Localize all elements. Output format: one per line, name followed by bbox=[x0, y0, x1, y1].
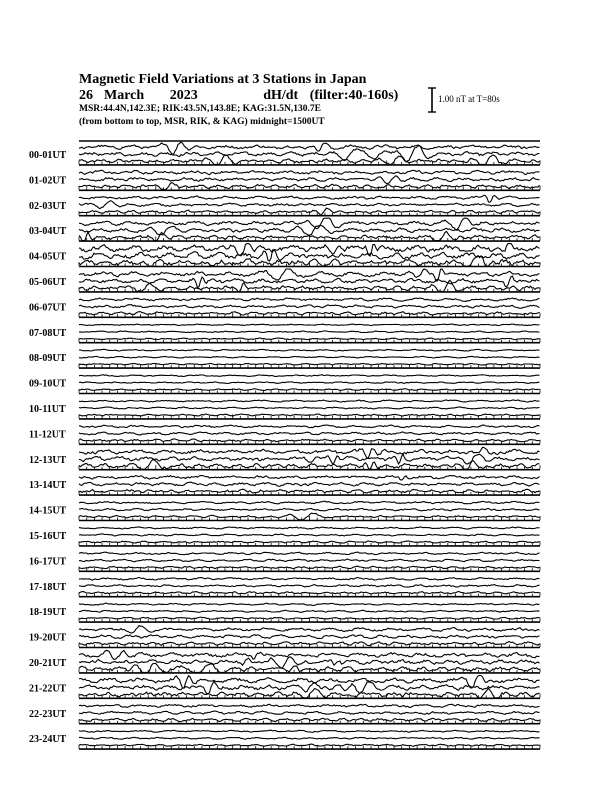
trace-kag bbox=[79, 349, 540, 351]
trace-kag bbox=[79, 298, 540, 301]
date-month: March bbox=[104, 88, 145, 103]
trace-kag bbox=[79, 170, 540, 175]
trace-rik bbox=[79, 610, 540, 612]
trace-row bbox=[29, 501, 540, 520]
trace-row bbox=[29, 142, 540, 165]
trace-kag bbox=[79, 475, 540, 480]
trace-rik bbox=[79, 176, 540, 184]
trace-kag bbox=[79, 730, 540, 732]
trace-row bbox=[29, 603, 540, 622]
trace-rik bbox=[79, 585, 540, 588]
trace-row bbox=[29, 349, 540, 368]
trace-row bbox=[29, 650, 540, 673]
trace-rik bbox=[79, 226, 540, 236]
trace-kag bbox=[79, 425, 540, 428]
row-label: 06-07UT bbox=[29, 302, 67, 314]
row-label: 01-02UT bbox=[29, 175, 67, 187]
trace-kag bbox=[79, 324, 540, 326]
trace-kag bbox=[79, 527, 540, 529]
filter-label: (filter:40-160s) bbox=[309, 88, 399, 103]
trace-row bbox=[29, 425, 540, 444]
trace-rik bbox=[79, 657, 540, 668]
trace-row bbox=[29, 552, 540, 571]
date-day: 26 bbox=[79, 88, 93, 103]
trace-row bbox=[29, 475, 540, 495]
stations-info: MSR:44.4N,142.3E; RIK:43.5N,143.8E; KAG:31.5N,130.7E bbox=[79, 104, 321, 114]
row-label: 13-14UT bbox=[29, 480, 67, 492]
trace-kag bbox=[79, 577, 540, 580]
row-label: 08-09UT bbox=[29, 353, 67, 365]
trace-row bbox=[29, 298, 540, 317]
trace-rik bbox=[79, 482, 540, 486]
trace-row bbox=[29, 244, 540, 267]
trace-rik bbox=[79, 454, 540, 464]
row-label: 18-19UT bbox=[29, 607, 67, 619]
trace-row bbox=[29, 730, 540, 749]
trace-row bbox=[29, 170, 540, 190]
row-label: 20-21UT bbox=[29, 658, 67, 669]
row-label: 07-08UT bbox=[29, 327, 67, 339]
row-label: 11-12UT bbox=[29, 429, 66, 441]
trace-row bbox=[29, 675, 540, 698]
trace-kag bbox=[79, 626, 540, 633]
trace-row bbox=[29, 704, 540, 723]
trace-rik bbox=[79, 382, 540, 384]
trace-row bbox=[29, 324, 540, 343]
row-label: 12-13UT bbox=[29, 454, 67, 466]
trace-rik bbox=[79, 201, 540, 209]
row-label: 19-20UT bbox=[29, 632, 67, 644]
trace-rik bbox=[79, 508, 540, 510]
row-label: 22-23UT bbox=[29, 708, 67, 720]
row-label: 16-17UT bbox=[29, 556, 67, 568]
trace-rik bbox=[79, 635, 540, 639]
trace-rik bbox=[79, 711, 540, 714]
trace-rik bbox=[79, 305, 540, 309]
trace-kag bbox=[79, 195, 540, 202]
row-label: 09-10UT bbox=[29, 378, 67, 390]
trace-row bbox=[29, 626, 540, 648]
scale-label: 1.00 nT at T=80s bbox=[438, 94, 500, 104]
trace-row bbox=[29, 195, 540, 216]
trace-kag bbox=[79, 375, 540, 377]
trace-rik bbox=[79, 534, 540, 536]
trace-row bbox=[29, 527, 540, 546]
row-label: 10-11UT bbox=[29, 404, 66, 415]
trace-rik bbox=[79, 407, 540, 409]
trace-kag bbox=[79, 501, 540, 504]
trace-rik bbox=[79, 737, 540, 739]
trace-kag bbox=[79, 650, 540, 659]
trace-kag bbox=[79, 447, 540, 458]
trace-kag bbox=[79, 704, 540, 707]
row-label: 05-06UT bbox=[29, 277, 67, 288]
trace-rik bbox=[79, 356, 540, 358]
trace-row bbox=[29, 400, 540, 419]
date-year: 2023 bbox=[169, 88, 198, 103]
trace-row bbox=[29, 375, 540, 394]
trace-row bbox=[29, 447, 540, 469]
row-label: 04-05UT bbox=[29, 251, 67, 263]
trace-rik bbox=[79, 432, 540, 435]
row-label: 03-04UT bbox=[29, 226, 67, 238]
trace-kag bbox=[79, 603, 540, 605]
trace-kag bbox=[79, 400, 540, 402]
row-label: 15-16UT bbox=[29, 531, 67, 542]
row-label: 21-22UT bbox=[29, 683, 67, 695]
row-label: 00-01UT bbox=[29, 150, 67, 161]
quantity-label: dH/dt bbox=[263, 88, 299, 103]
row-label: 14-15UT bbox=[29, 505, 67, 517]
trace-kag bbox=[79, 269, 540, 281]
trace-kag bbox=[79, 552, 540, 555]
trace-rik bbox=[79, 276, 540, 287]
trace-row bbox=[29, 269, 540, 292]
row-label: 17-18UT bbox=[29, 581, 67, 593]
order-info: (from bottom to top, MSR, RIK, & KAG) midnight=1500UT bbox=[79, 117, 325, 127]
trace-row bbox=[29, 577, 540, 596]
trace-row bbox=[29, 218, 540, 241]
chart-title: Magnetic Field Variations at 3 Stations in Japan bbox=[79, 72, 367, 87]
trace-rik bbox=[79, 559, 540, 562]
trace-rik bbox=[79, 331, 540, 333]
row-label: 02-03UT bbox=[29, 200, 67, 212]
row-label: 23-24UT bbox=[29, 734, 67, 746]
